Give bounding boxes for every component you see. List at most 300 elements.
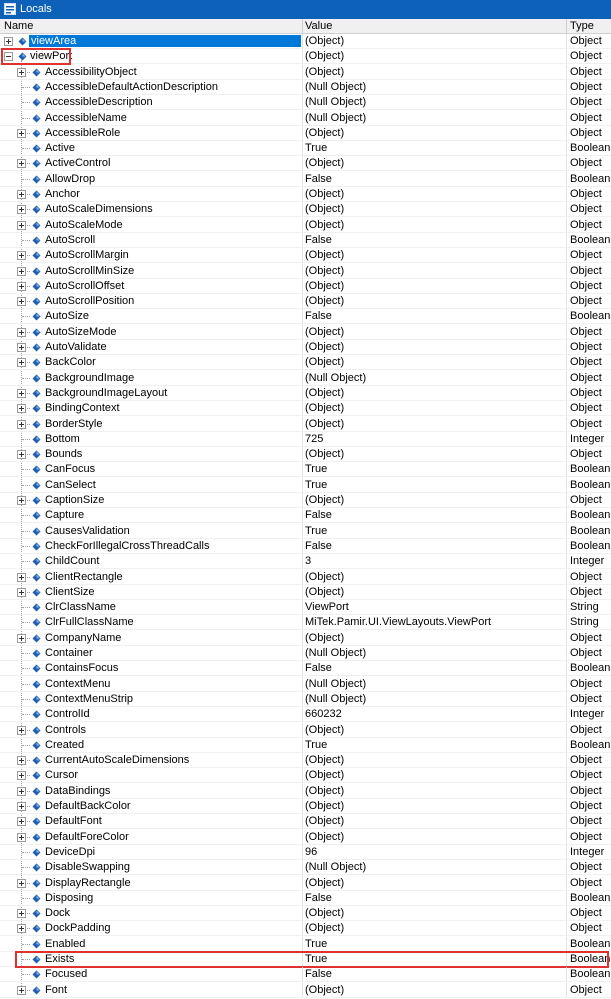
property-icon: [32, 98, 41, 107]
property-icon: [18, 52, 27, 61]
row-type: Object: [570, 677, 602, 690]
locals-row[interactable]: [0, 799, 611, 814]
row-type: Boolean: [570, 539, 611, 552]
cell-divider: [302, 34, 303, 49]
expand-plus-icon[interactable]: [17, 389, 26, 398]
tree-branch-line: [22, 469, 30, 470]
row-value: (Object): [305, 325, 345, 338]
expand-plus-icon[interactable]: [17, 129, 26, 138]
cell-divider: [566, 615, 567, 630]
locals-row[interactable]: [0, 692, 611, 707]
row-name: ContainsFocus: [45, 662, 119, 675]
locals-row[interactable]: [0, 723, 611, 738]
row-name: CanSelect: [45, 478, 96, 491]
row-value: ViewPort: [305, 601, 349, 614]
cell-divider: [302, 952, 303, 967]
cell-divider: [566, 187, 567, 202]
property-icon: [32, 175, 41, 184]
cell-divider: [566, 401, 567, 416]
locals-row[interactable]: [0, 615, 611, 630]
row-value: (Object): [305, 754, 345, 767]
locals-row[interactable]: [0, 891, 611, 906]
row-name: Active: [45, 142, 75, 155]
locals-row[interactable]: [0, 707, 611, 722]
row-name: AutoScrollMinSize: [45, 264, 135, 277]
locals-row[interactable]: [0, 202, 611, 217]
property-icon: [32, 450, 41, 459]
row-name: BackgroundImageLayout: [45, 386, 168, 399]
tree-branch-line: [22, 898, 30, 899]
expand-plus-icon[interactable]: [17, 573, 26, 582]
locals-row[interactable]: [0, 34, 611, 49]
cell-divider: [566, 814, 567, 829]
cell-divider: [302, 784, 303, 799]
column-divider[interactable]: [566, 19, 567, 33]
row-name: ClientSize: [45, 585, 95, 598]
locals-row[interactable]: [0, 860, 611, 875]
locals-row[interactable]: [0, 141, 611, 156]
cell-divider: [566, 707, 567, 722]
title-bar: [0, 0, 611, 19]
row-type: Object: [570, 218, 602, 231]
row-type: Boolean: [570, 738, 611, 751]
cell-divider: [302, 279, 303, 294]
row-type: Object: [570, 692, 602, 705]
expand-plus-icon[interactable]: [17, 68, 26, 77]
cell-divider: [566, 233, 567, 248]
row-value: 3: [305, 555, 312, 568]
expand-plus-icon[interactable]: [17, 251, 26, 260]
cell-divider: [302, 570, 303, 585]
locals-row[interactable]: [0, 830, 611, 845]
cell-divider: [302, 983, 303, 998]
locals-row[interactable]: [0, 539, 611, 554]
locals-row[interactable]: [0, 386, 611, 401]
row-value: (Object): [305, 203, 345, 216]
cell-divider: [566, 95, 567, 110]
row-type: Object: [570, 157, 602, 170]
column-header-name[interactable]: Name: [4, 20, 34, 32]
row-value: True: [305, 524, 328, 537]
cell-divider: [566, 661, 567, 676]
cell-divider: [566, 355, 567, 370]
row-name: DataBindings: [45, 784, 111, 797]
locals-row[interactable]: [0, 921, 611, 936]
expand-plus-icon[interactable]: [17, 297, 26, 306]
expand-plus-icon[interactable]: [17, 282, 26, 291]
locals-row[interactable]: [0, 677, 611, 692]
row-value: True: [305, 738, 328, 751]
tree-branch-line: [22, 959, 30, 960]
locals-row[interactable]: [0, 49, 611, 64]
row-name: BindingContext: [45, 402, 120, 415]
cell-divider: [302, 371, 303, 386]
cell-divider: [566, 677, 567, 692]
cell-divider: [302, 126, 303, 141]
row-type: Object: [570, 647, 602, 659]
row-value: (Object): [305, 279, 345, 292]
cell-divider: [566, 921, 567, 936]
expand-plus-icon[interactable]: [17, 205, 26, 214]
cell-divider: [302, 906, 303, 921]
property-icon: [32, 986, 41, 995]
row-name: Capture: [45, 509, 85, 522]
locals-row[interactable]: [0, 585, 611, 600]
row-value: (Null Object): [305, 861, 367, 874]
row-type: Object: [570, 279, 602, 292]
locals-row[interactable]: [0, 876, 611, 891]
row-type: Object: [570, 830, 602, 843]
property-icon: [32, 618, 41, 627]
locals-row[interactable]: [0, 126, 611, 141]
row-name: viewArea: [29, 35, 301, 47]
row-name: DefaultFont: [45, 815, 102, 828]
row-type: Object: [570, 264, 602, 277]
locals-row[interactable]: [0, 187, 611, 202]
tree-branch-line: [22, 653, 30, 654]
expand-plus-icon[interactable]: [17, 328, 26, 337]
expand-plus-icon[interactable]: [17, 190, 26, 199]
column-header-type[interactable]: Type: [570, 20, 594, 32]
cell-divider: [302, 692, 303, 707]
expand-plus-icon[interactable]: [4, 37, 13, 46]
expand-plus-icon[interactable]: [17, 358, 26, 367]
row-type: Boolean: [570, 233, 611, 246]
locals-row[interactable]: [0, 784, 611, 799]
expand-plus-icon[interactable]: [17, 924, 26, 933]
cell-divider: [302, 95, 303, 110]
expand-plus-icon[interactable]: [17, 343, 26, 352]
cell-divider: [302, 111, 303, 126]
row-value: (Object): [305, 218, 345, 231]
locals-row[interactable]: [0, 233, 611, 248]
row-type: Boolean: [570, 524, 611, 537]
locals-row[interactable]: [0, 401, 611, 416]
property-icon: [32, 221, 41, 230]
cell-divider: [302, 585, 303, 600]
cell-divider: [302, 493, 303, 508]
locals-row[interactable]: [0, 524, 611, 539]
tree-branch-line: [22, 974, 30, 975]
row-value: False: [305, 891, 332, 904]
cell-divider: [566, 937, 567, 952]
row-type: Object: [570, 35, 602, 47]
locals-row[interactable]: [0, 661, 611, 676]
cell-divider: [302, 646, 303, 661]
cell-divider: [302, 65, 303, 80]
row-value: (Object): [305, 570, 345, 583]
locals-row[interactable]: [0, 967, 611, 982]
locals-row[interactable]: [0, 340, 611, 355]
cell-divider: [566, 799, 567, 814]
row-name: CausesValidation: [45, 524, 130, 537]
locals-row[interactable]: [0, 111, 611, 126]
property-icon: [32, 894, 41, 903]
row-value: (Object): [305, 769, 345, 782]
locals-row[interactable]: [0, 432, 611, 447]
locals-row[interactable]: [0, 983, 611, 998]
row-type: Object: [570, 111, 602, 124]
cell-divider: [302, 325, 303, 340]
locals-row[interactable]: [0, 738, 611, 753]
property-icon: [32, 236, 41, 245]
property-icon: [32, 251, 41, 260]
row-value: (Object): [305, 448, 345, 461]
tree-branch-line: [22, 439, 30, 440]
locals-row[interactable]: [0, 952, 611, 967]
row-type: Boolean: [570, 953, 611, 965]
expand-plus-icon[interactable]: [17, 267, 26, 276]
row-value: (Object): [305, 35, 345, 47]
row-name: AccessibleDefaultActionDescription: [45, 80, 219, 93]
locals-row[interactable]: [0, 753, 611, 768]
cell-divider: [566, 111, 567, 126]
cell-divider: [302, 49, 303, 64]
locals-row[interactable]: [0, 646, 611, 661]
cell-divider: [302, 845, 303, 860]
expand-plus-icon[interactable]: [17, 634, 26, 643]
property-icon: [32, 924, 41, 933]
locals-row[interactable]: [0, 493, 611, 508]
property-icon: [32, 404, 41, 413]
row-type: Object: [570, 585, 602, 598]
property-icon: [32, 129, 41, 138]
property-icon: [32, 496, 41, 505]
property-icon: [32, 511, 41, 520]
locals-row[interactable]: [0, 768, 611, 783]
row-value: (Null Object): [305, 96, 367, 109]
locals-row[interactable]: [0, 508, 611, 523]
locals-row[interactable]: [0, 371, 611, 386]
property-icon: [32, 527, 41, 536]
cell-divider: [566, 80, 567, 95]
row-type: Object: [570, 800, 602, 812]
expand-plus-icon[interactable]: [17, 802, 26, 811]
row-type: Boolean: [570, 310, 611, 323]
row-type: Boolean: [570, 968, 611, 981]
cell-divider: [566, 723, 567, 738]
property-icon: [32, 771, 41, 780]
row-name: AutoScaleDimensions: [45, 203, 153, 216]
locals-row[interactable]: [0, 447, 611, 462]
property-icon: [32, 557, 41, 566]
cell-divider: [566, 294, 567, 309]
row-type: Integer: [570, 432, 605, 445]
tree-branch-line: [22, 515, 30, 516]
row-type: Object: [570, 815, 602, 828]
expand-plus-icon[interactable]: [17, 726, 26, 735]
expand-plus-icon[interactable]: [17, 817, 26, 826]
cell-divider: [302, 768, 303, 783]
locals-row[interactable]: [0, 845, 611, 860]
locals-row[interactable]: [0, 65, 611, 80]
locals-row[interactable]: [0, 218, 611, 233]
locals-row[interactable]: [0, 631, 611, 646]
row-name: Controls: [45, 723, 86, 736]
cell-divider: [302, 218, 303, 233]
locals-row[interactable]: [0, 156, 611, 171]
row-type: Object: [570, 769, 602, 782]
locals-row[interactable]: [0, 570, 611, 585]
expand-plus-icon[interactable]: [17, 159, 26, 168]
expand-plus-icon[interactable]: [17, 450, 26, 459]
row-type: Boolean: [570, 509, 611, 522]
collapse-minus-icon[interactable]: [4, 52, 13, 61]
locals-row[interactable]: [0, 279, 611, 294]
expand-plus-icon[interactable]: [17, 879, 26, 888]
expand-plus-icon[interactable]: [17, 756, 26, 765]
row-name: DeviceDpi: [45, 845, 96, 858]
row-type: Object: [570, 983, 602, 996]
cell-divider: [302, 508, 303, 523]
cell-divider: [566, 570, 567, 585]
property-icon: [32, 649, 41, 658]
property-icon: [32, 955, 41, 964]
cell-divider: [566, 768, 567, 783]
cell-divider: [302, 738, 303, 753]
row-type: Object: [570, 295, 602, 308]
cell-divider: [566, 845, 567, 860]
locals-row[interactable]: [0, 462, 611, 477]
cell-divider: [302, 294, 303, 309]
row-type: Object: [570, 570, 602, 583]
row-value: False: [305, 509, 332, 522]
expand-plus-icon[interactable]: [17, 909, 26, 918]
row-type: Object: [570, 203, 602, 216]
cell-divider: [302, 417, 303, 432]
row-name: DisplayRectangle: [45, 876, 131, 889]
property-icon: [32, 680, 41, 689]
column-header-value[interactable]: Value: [305, 20, 333, 32]
row-name: Bottom: [45, 432, 80, 445]
property-icon: [32, 573, 41, 582]
expand-plus-icon[interactable]: [17, 404, 26, 413]
row-value: (Object): [305, 585, 345, 598]
expand-plus-icon[interactable]: [17, 588, 26, 597]
cell-divider: [566, 386, 567, 401]
locals-row[interactable]: [0, 95, 611, 110]
row-value: True: [305, 463, 328, 476]
row-name: Focused: [45, 968, 88, 981]
row-value: True: [305, 953, 328, 965]
cell-divider: [566, 279, 567, 294]
cell-divider: [566, 524, 567, 539]
cell-divider: [302, 631, 303, 646]
row-value: False: [305, 233, 332, 246]
expand-plus-icon[interactable]: [17, 420, 26, 429]
locals-row[interactable]: [0, 80, 611, 95]
property-icon: [32, 190, 41, 199]
cell-divider: [302, 967, 303, 982]
row-value: (Object): [305, 295, 345, 308]
cell-divider: [566, 325, 567, 340]
row-name: AutoValidate: [45, 341, 107, 353]
cell-divider: [566, 692, 567, 707]
row-value: False: [305, 968, 332, 981]
cell-divider: [566, 830, 567, 845]
row-value: (Object): [305, 264, 345, 277]
row-value: False: [305, 662, 332, 675]
property-icon: [32, 603, 41, 612]
property-icon: [32, 68, 41, 77]
row-type: String: [570, 601, 599, 614]
locals-row[interactable]: [0, 600, 611, 615]
row-value: (Object): [305, 907, 345, 920]
expand-plus-icon[interactable]: [17, 496, 26, 505]
row-divider: [0, 997, 611, 998]
cell-divider: [302, 707, 303, 722]
expand-plus-icon[interactable]: [17, 771, 26, 780]
locals-row[interactable]: [0, 937, 611, 952]
row-name: BackColor: [45, 356, 96, 369]
cell-divider: [302, 830, 303, 845]
row-value: (Object): [305, 417, 345, 430]
column-header: [0, 19, 611, 34]
cell-divider: [302, 462, 303, 477]
row-type: Integer: [570, 708, 605, 721]
locals-row[interactable]: [0, 264, 611, 279]
expand-plus-icon[interactable]: [17, 986, 26, 995]
locals-row[interactable]: [0, 309, 611, 324]
tree-branch-line: [22, 607, 30, 608]
row-type: Object: [570, 922, 602, 935]
row-value: (Object): [305, 723, 345, 736]
locals-row[interactable]: [0, 478, 611, 493]
row-name: Enabled: [45, 937, 86, 950]
column-divider[interactable]: [302, 19, 303, 33]
row-value: (Null Object): [305, 111, 367, 124]
row-name: BackgroundImage: [45, 371, 135, 384]
tree-branch-line: [22, 546, 30, 547]
expand-plus-icon[interactable]: [17, 833, 26, 842]
row-value: (Object): [305, 341, 345, 353]
cell-divider: [566, 753, 567, 768]
expand-plus-icon[interactable]: [17, 221, 26, 230]
locals-row[interactable]: [0, 325, 611, 340]
cell-divider: [302, 432, 303, 447]
cell-divider: [302, 677, 303, 692]
tree-branch-line: [22, 316, 30, 317]
row-name: Dock: [45, 907, 71, 920]
row-value: MiTek.Pamir.UI.ViewLayouts.ViewPort: [305, 616, 492, 629]
locals-row[interactable]: [0, 172, 611, 187]
property-icon: [32, 710, 41, 719]
locals-row[interactable]: [0, 417, 611, 432]
locals-row[interactable]: [0, 554, 611, 569]
property-icon: [32, 374, 41, 383]
locals-row[interactable]: [0, 294, 611, 309]
cell-divider: [302, 401, 303, 416]
locals-row[interactable]: [0, 906, 611, 921]
cell-divider: [566, 631, 567, 646]
locals-row[interactable]: [0, 814, 611, 829]
row-value: (Object): [305, 983, 345, 996]
row-type: Integer: [570, 845, 605, 858]
expand-plus-icon[interactable]: [17, 787, 26, 796]
cell-divider: [566, 539, 567, 554]
cell-divider: [302, 340, 303, 355]
locals-window-icon: [4, 3, 16, 15]
row-name: AutoScrollPosition: [45, 295, 135, 308]
locals-row[interactable]: [0, 248, 611, 263]
cell-divider: [302, 615, 303, 630]
locals-row[interactable]: [0, 355, 611, 370]
row-type: Object: [570, 325, 602, 338]
row-type: Object: [570, 371, 602, 384]
row-name: CurrentAutoScaleDimensions: [45, 754, 190, 767]
cell-divider: [566, 218, 567, 233]
row-value: (Object): [305, 157, 345, 170]
